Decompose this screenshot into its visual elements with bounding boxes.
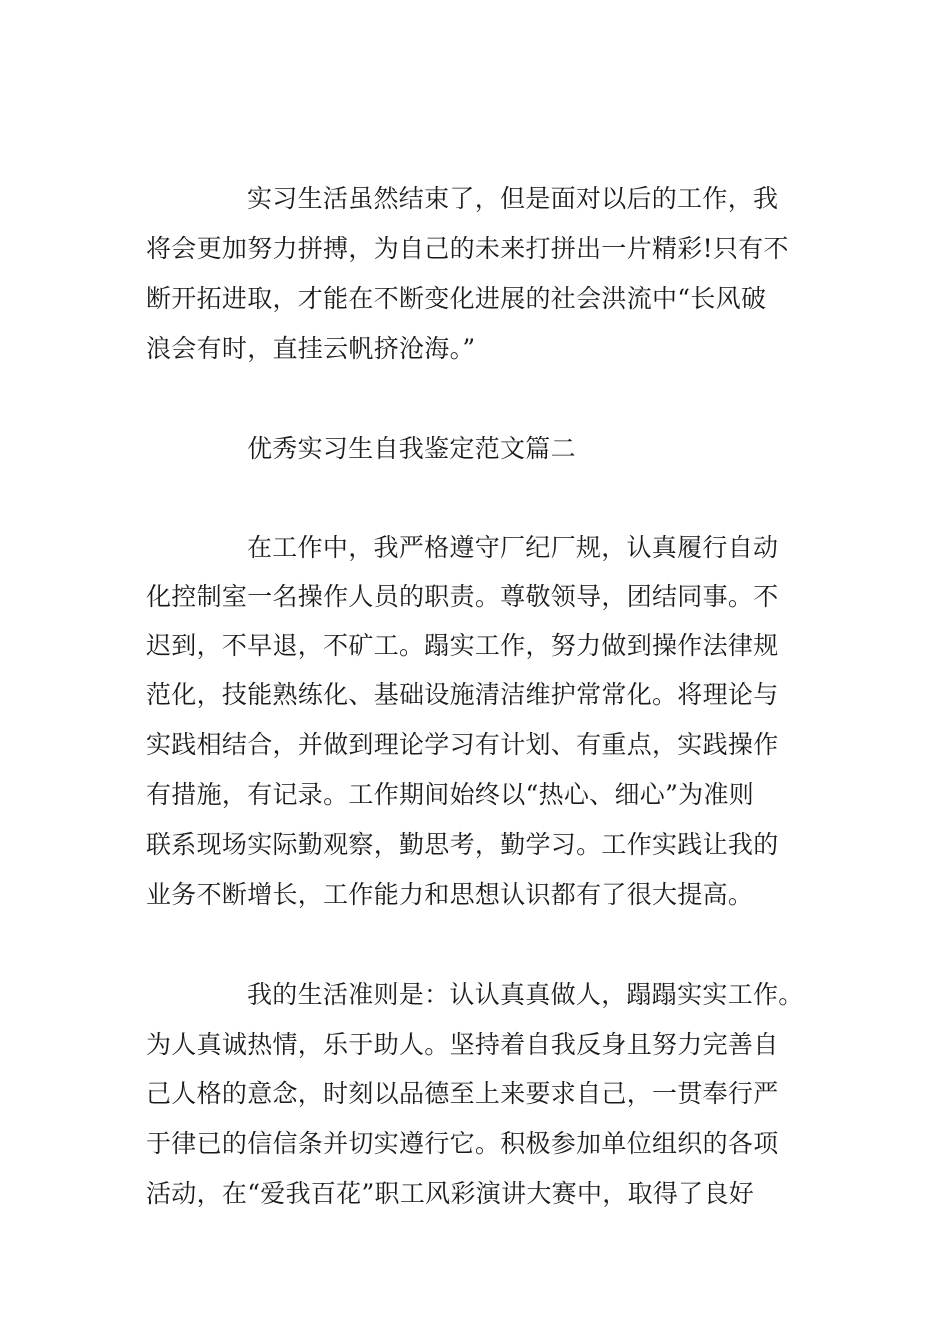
paragraph-line: 业务不断增长，工作能力和思想认识都有了很大提高。 [146, 880, 754, 909]
paragraph-line: 为人真诚热情，乐于助人。坚持着自我反身且努力完善自 [146, 1030, 779, 1059]
paragraph-line: 我的生活准则是：认认真真做人，蹋蹋实实工作。 [247, 980, 804, 1009]
paragraph-line: 实践相结合，并做到理论学习有计划、有重点，实践操作 [146, 730, 779, 759]
paragraph-line: 己人格的意念，时刻以品德至上来要求自己，一贯奉行严 [146, 1079, 779, 1108]
paragraph-line: 活动，在“爱我百花”职工风彩演讲大赛中，取得了良好 [146, 1179, 755, 1208]
paragraph-line: 化控制室一名操作人员的职责。尊敬领导，团结同事。不 [146, 582, 779, 611]
paragraph-line: 有措施，有记录。工作期间始终以“热心、细心”为准则 [146, 780, 755, 809]
paragraph-line: 于律已的信信条并切实遵行它。积极参加单位组织的各项 [146, 1129, 779, 1158]
paragraph-line: 在工作中，我严格遵守厂纪厂规，认真履行自动 [247, 533, 779, 562]
section-heading: 优秀实习生自我鉴定范文篇二 [247, 434, 576, 463]
paragraph-line: 实习生活虽然结束了，但是面对以后的工作，我 [247, 184, 779, 213]
paragraph-line: 联系现场实际勤观察，勤思考，勤学习。工作实践让我的 [146, 830, 779, 859]
paragraph-line: 范化，技能熟练化、基础设施清洁维护常常化。将理论与 [146, 680, 779, 709]
paragraph-line: 断开拓进取，才能在不断变化进展的社会洪流中“长风破 [146, 284, 767, 313]
paragraph-line: 迟到，不早退，不矿工。蹋实工作，努力做到操作法律规 [146, 631, 779, 660]
paragraph-line: 将会更加努力拼搏，为自己的未来打拼出一片精彩!只有不 [146, 234, 789, 263]
paragraph-line: 浪会有时，直挂云帆挤沧海。” [146, 334, 476, 363]
